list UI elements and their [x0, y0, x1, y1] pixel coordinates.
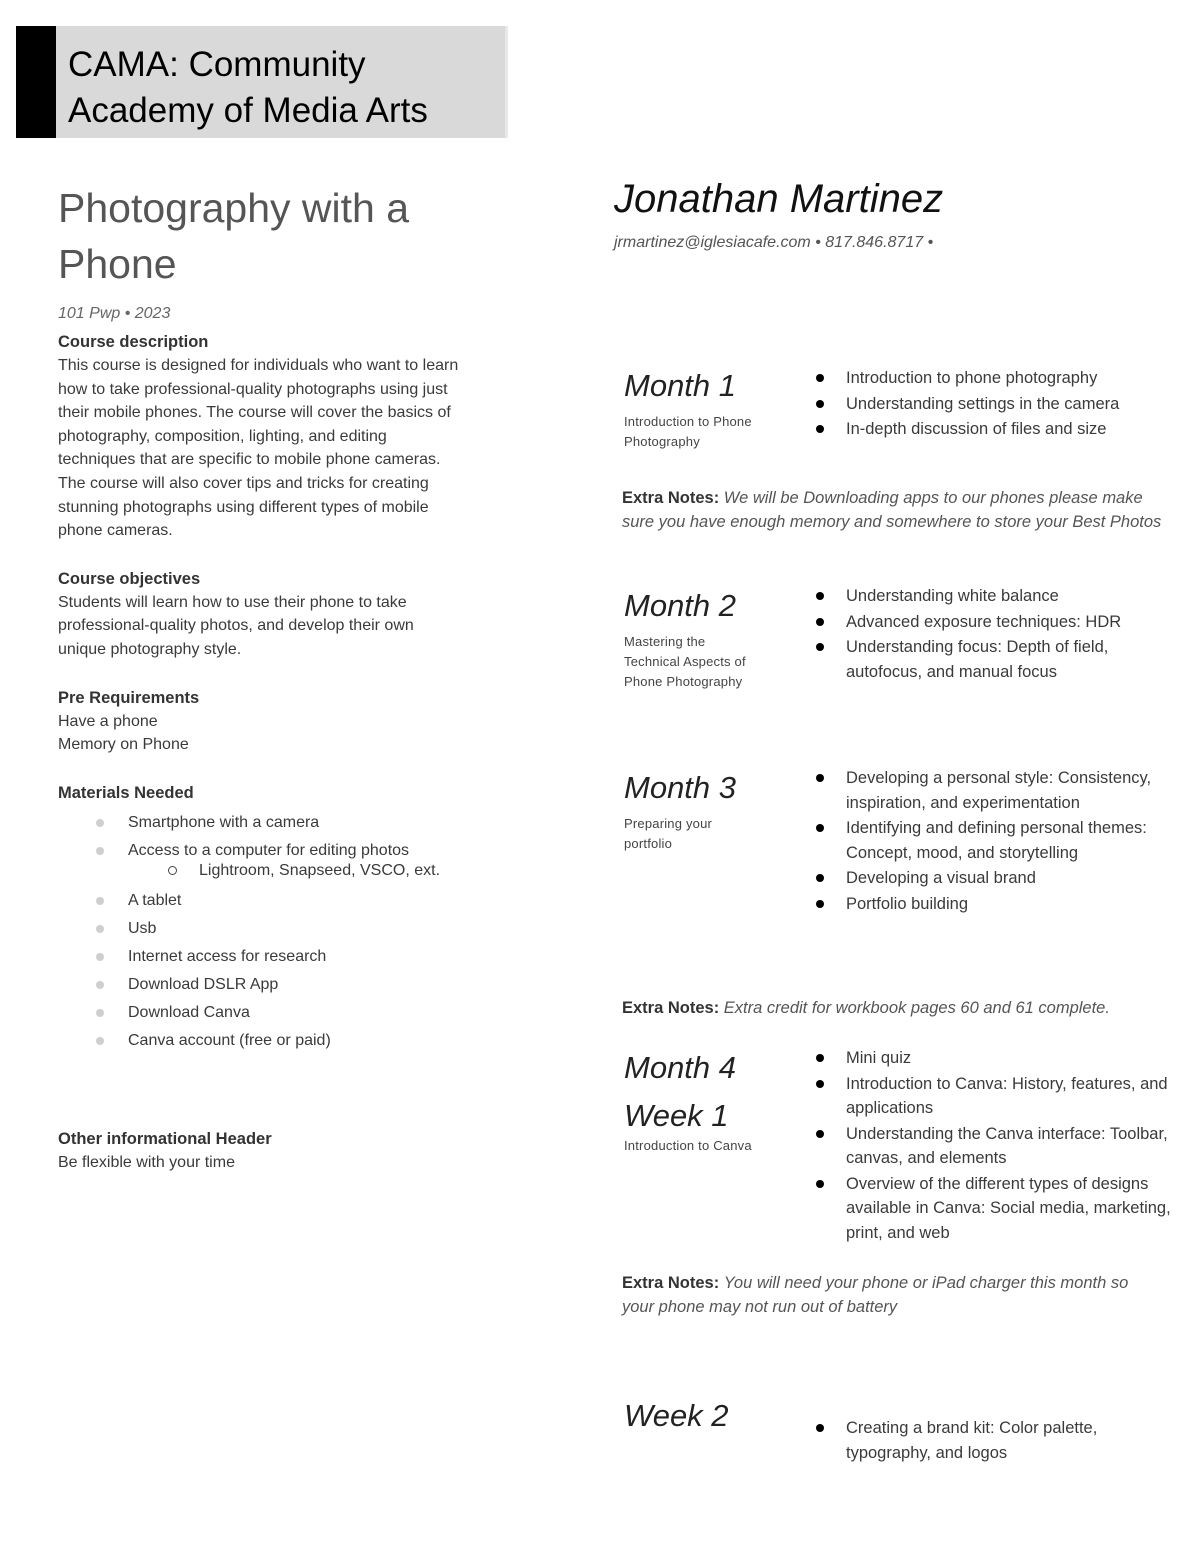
list-item: Canva account (free or paid)	[58, 1027, 520, 1055]
month-1-section	[624, 362, 1174, 472]
month-topics	[814, 366, 1174, 443]
list-item: Creating a brand kit: Color palette, typography, and logos	[814, 1416, 1174, 1465]
month-title: Month 2	[624, 588, 737, 623]
month-subtitle: Mastering the Technical Aspects of Phone Photography	[624, 634, 746, 689]
org-name-line2: Academy of Media Arts	[68, 91, 428, 130]
list-subitem: Lightroom, Snapseed, VSCO, ext.	[58, 861, 520, 881]
other-heading: Other informational Header	[58, 1129, 272, 1148]
list-item: In-depth discussion of files and size	[814, 417, 1174, 442]
list-item: Introduction to Canva: History, features, and applications	[814, 1072, 1174, 1121]
list-item: Understanding white balance	[814, 584, 1174, 609]
month-subtitle: Introduction to Canva	[624, 1138, 752, 1153]
week-2-section	[624, 1392, 1174, 1472]
list-item: Advanced exposure techniques: HDR	[814, 610, 1174, 635]
course-info-column	[58, 180, 520, 1174]
description-text: This course is designed for individuals who want to learn how to take professional-quality photographs using just their mobile phones. The course will cover the basics of photography, composition, lighting, and editing techniques that are specific to mobile phone cameras. The course will also cover tips and tricks for creating stunning photographs using different types of mobile phone cameras.	[58, 357, 459, 540]
list-item: A tablet	[58, 887, 520, 915]
instructor-block	[614, 174, 1174, 252]
month-topics	[814, 766, 1174, 917]
list-item: Understanding settings in the camera	[814, 392, 1174, 417]
month-title: Month 3	[624, 770, 737, 805]
month-3-section	[624, 764, 1174, 974]
month-topics	[814, 584, 1174, 685]
list-item: Overview of the different types of designs available in Canva: Social media, marketing, print, and web	[814, 1172, 1174, 1246]
course-title: Photography with a Phone	[58, 185, 410, 287]
list-item: Understanding focus: Depth of field, autofocus, and manual focus	[814, 635, 1174, 684]
list-item: Usb	[58, 915, 520, 943]
other-text: Be flexible with your time	[58, 1153, 235, 1171]
header-banner	[56, 26, 508, 138]
month-4-section	[624, 1044, 1174, 1254]
list-item: Mini quiz	[814, 1046, 1174, 1071]
week-title: Week 1	[624, 1098, 729, 1133]
list-item: Developing a personal style: Consistency, inspiration, and experimentation	[814, 766, 1174, 815]
month-title: Month 1	[624, 368, 737, 403]
month-1-notes: Extra Notes: We will be Downloading apps to our phones please make sure you have enough memory and somewhere to store your Best Photos	[622, 489, 1162, 531]
prereq-text: Have a phone Memory on Phone	[58, 712, 189, 754]
month-title: Month 4	[624, 1050, 737, 1085]
org-name-line1: CAMA: Community	[68, 45, 366, 84]
month-2-section	[624, 582, 1174, 712]
list-item: Understanding the Canva interface: Toolbar, canvas, and elements	[814, 1122, 1174, 1171]
month-subtitle: Introduction to Phone Photography	[624, 414, 752, 449]
list-item: Smartphone with a camera	[58, 809, 520, 837]
list-item: Download DSLR App	[58, 971, 520, 999]
month-4-notes: Extra Notes: You will need your phone or iPad charger this month so your phone may not run out of battery	[622, 1274, 1129, 1316]
week-title: Week 2	[624, 1398, 729, 1433]
list-item: Identifying and defining personal themes: Concept, mood, and storytelling	[814, 816, 1174, 865]
list-item: Introduction to phone photography	[814, 366, 1174, 391]
course-meta: 101 Pwp • 2023	[58, 305, 171, 322]
month-3-notes: Extra Notes: Extra credit for workbook pages 60 and 61 complete.	[622, 999, 1110, 1017]
instructor-contact: jrmartinez@iglesiacafe.com • 817.846.8717 •	[614, 234, 934, 251]
objectives-text: Students will learn how to use their phone to take professional-quality photos, and develop their own unique photography style.	[58, 593, 414, 658]
list-item: Developing a visual brand	[814, 866, 1174, 891]
list-item: Internet access for research	[58, 943, 520, 971]
materials-list	[58, 809, 520, 1055]
list-item: Download Canva	[58, 999, 520, 1027]
month-subtitle: Preparing your portfolio	[624, 816, 713, 851]
prereq-heading: Pre Requirements	[58, 688, 200, 707]
list-item: Access to a computer for editing photos	[58, 837, 520, 865]
materials-heading: Materials Needed	[58, 783, 194, 802]
list-item: Portfolio building	[814, 892, 1174, 917]
description-heading: Course description	[58, 333, 209, 351]
month-topics	[814, 1416, 1174, 1466]
header-accent-bar	[16, 26, 56, 138]
instructor-name: Jonathan Martinez	[614, 177, 944, 221]
objectives-heading: Course objectives	[58, 569, 201, 588]
month-topics	[814, 1046, 1174, 1246]
